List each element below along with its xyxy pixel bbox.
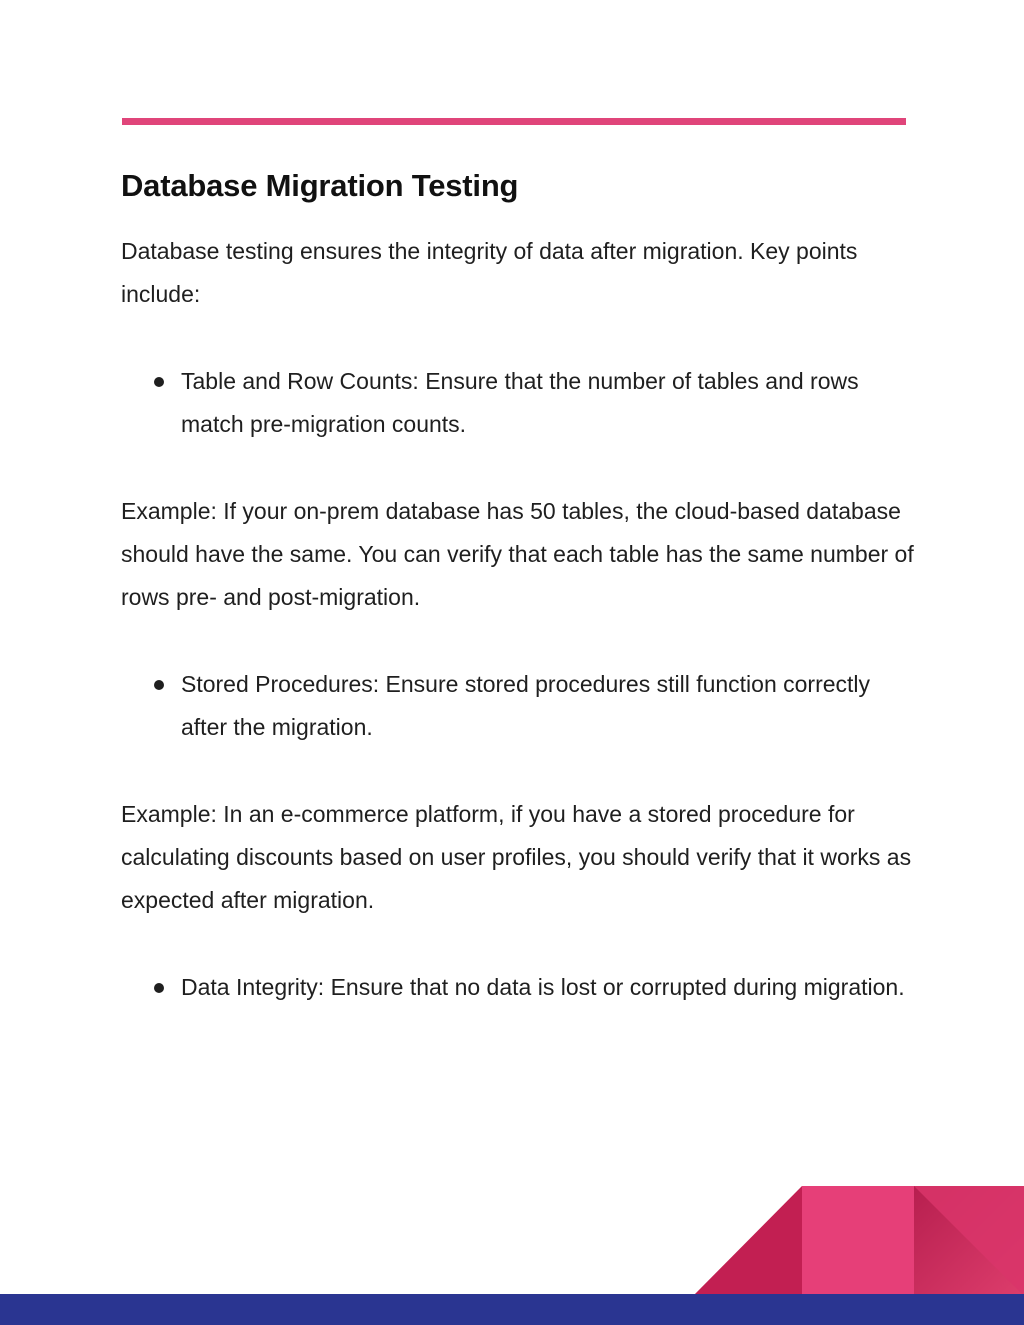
bullet-icon [154,680,164,690]
decorative-block-pink [802,1186,915,1296]
decorative-triangle-dark [693,1186,802,1296]
bullet-list-3 [121,966,921,1009]
page-title: Database Migration Testing [121,168,519,203]
bullet-icon [154,377,164,387]
bullet-list-1 [121,360,921,446]
decorative-block-right-highlight [914,1186,1024,1296]
list-item-text: Table and Row Counts: Ensure that the number of tables and rows match pre-migration counts. [181,368,859,437]
list-item [121,663,921,749]
list-item [121,966,921,1009]
list-item [121,360,921,446]
footer-navy-band [0,1294,1024,1325]
list-item-text: Stored Procedures: Ensure stored procedures still function correctly after the migration. [181,671,871,740]
example-paragraph: Example: If your on-prem database has 50 tables, the cloud-based database should have the same. You can verify that each table has the same number of rows pre- and post-migration. [121,498,914,610]
list-item-text: Data Integrity: Ensure that no data is lost or corrupted during migration. [181,974,905,1000]
decorative-block-right [914,1186,1024,1296]
bullet-list-2 [121,663,921,749]
top-accent-rule [122,118,906,125]
document-body [121,168,921,1009]
bullet-icon [154,983,164,993]
intro-paragraph: Database testing ensures the integrity of data after migration. Key points include: [121,238,858,307]
example-paragraph: Example: In an e-commerce platform, if you have a stored procedure for calculating discounts based on user profiles, you should verify that it works as expected after migration. [121,801,912,913]
